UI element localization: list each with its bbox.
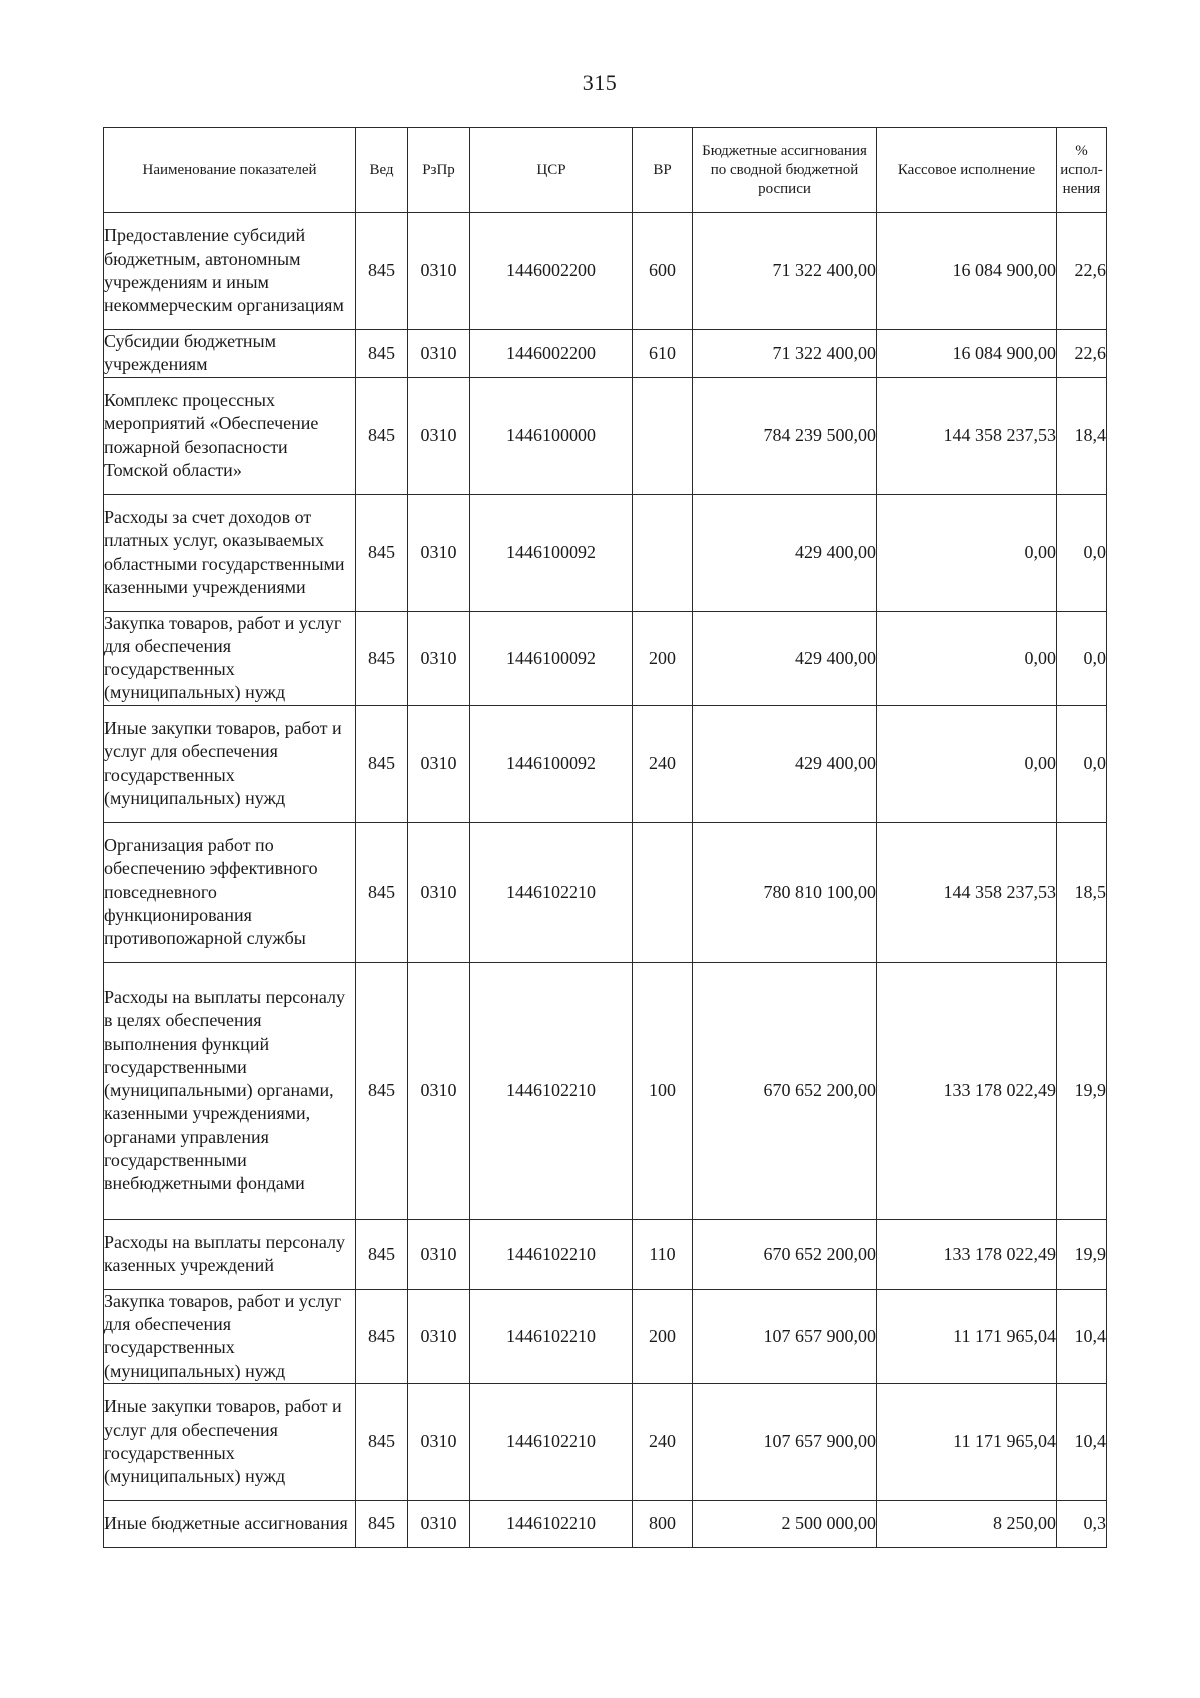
table-row xyxy=(104,377,1107,494)
table-row xyxy=(104,330,1107,378)
cell-csr: 1446102210 xyxy=(470,1500,633,1547)
cell-csr: 1446002200 xyxy=(470,330,633,378)
cell-vr: 200 xyxy=(633,611,693,705)
table-row xyxy=(104,705,1107,822)
table-row xyxy=(104,1289,1107,1383)
cell-name: Закупка товаров, работ и услуг для обеспечения государственных (муниципальных) нужд xyxy=(104,1289,356,1383)
cell-vr: 110 xyxy=(633,1219,693,1289)
cell-vr: 600 xyxy=(633,213,693,330)
cell-assignments: 2 500 000,00 xyxy=(693,1500,877,1547)
cell-rzpr: 0310 xyxy=(408,1500,470,1547)
header-execution: Кассовое исполнение xyxy=(877,128,1057,213)
cell-execution: 16 084 900,00 xyxy=(877,330,1057,378)
cell-rzpr: 0310 xyxy=(408,611,470,705)
cell-csr: 1446100092 xyxy=(470,705,633,822)
cell-ved: 845 xyxy=(356,611,408,705)
cell-vr xyxy=(633,377,693,494)
budget-table xyxy=(103,127,1107,1548)
cell-percent: 19,9 xyxy=(1057,962,1107,1219)
cell-vr: 610 xyxy=(633,330,693,378)
cell-vr: 800 xyxy=(633,1500,693,1547)
cell-csr: 1446002200 xyxy=(470,213,633,330)
cell-vr xyxy=(633,822,693,962)
cell-percent: 0,0 xyxy=(1057,611,1107,705)
cell-assignments: 107 657 900,00 xyxy=(693,1383,877,1500)
cell-rzpr: 0310 xyxy=(408,705,470,822)
cell-execution: 11 171 965,04 xyxy=(877,1383,1057,1500)
cell-execution: 16 084 900,00 xyxy=(877,213,1057,330)
cell-execution: 144 358 237,53 xyxy=(877,377,1057,494)
cell-assignments: 429 400,00 xyxy=(693,705,877,822)
cell-ved: 845 xyxy=(356,1219,408,1289)
cell-vr: 240 xyxy=(633,705,693,822)
table-row xyxy=(104,822,1107,962)
cell-rzpr: 0310 xyxy=(408,822,470,962)
cell-assignments: 780 810 100,00 xyxy=(693,822,877,962)
cell-csr: 1446102210 xyxy=(470,822,633,962)
cell-vr: 100 xyxy=(633,962,693,1219)
cell-csr: 1446102210 xyxy=(470,1289,633,1383)
table-row xyxy=(104,213,1107,330)
cell-rzpr: 0310 xyxy=(408,330,470,378)
cell-percent: 18,4 xyxy=(1057,377,1107,494)
cell-vr: 240 xyxy=(633,1383,693,1500)
cell-name: Иные бюджетные ассигнования xyxy=(104,1500,356,1547)
cell-rzpr: 0310 xyxy=(408,213,470,330)
cell-execution: 133 178 022,49 xyxy=(877,962,1057,1219)
cell-execution: 11 171 965,04 xyxy=(877,1289,1057,1383)
cell-rzpr: 0310 xyxy=(408,494,470,611)
cell-name: Расходы на выплаты персоналу казенных учреждений xyxy=(104,1219,356,1289)
cell-csr: 1446100092 xyxy=(470,611,633,705)
table-row xyxy=(104,962,1107,1219)
table-row xyxy=(104,611,1107,705)
cell-ved: 845 xyxy=(356,962,408,1219)
cell-ved: 845 xyxy=(356,1383,408,1500)
header-ved: Вед xyxy=(356,128,408,213)
table-body xyxy=(104,213,1107,1548)
header-name: Наименование показателей xyxy=(104,128,356,213)
cell-assignments: 670 652 200,00 xyxy=(693,1219,877,1289)
cell-assignments: 71 322 400,00 xyxy=(693,330,877,378)
cell-vr xyxy=(633,494,693,611)
cell-percent: 0,3 xyxy=(1057,1500,1107,1547)
cell-execution: 0,00 xyxy=(877,494,1057,611)
page-number: 315 xyxy=(582,70,618,95)
cell-csr: 1446102210 xyxy=(470,962,633,1219)
cell-name: Закупка товаров, работ и услуг для обеспечения государственных (муниципальных) нужд xyxy=(104,611,356,705)
cell-assignments: 71 322 400,00 xyxy=(693,213,877,330)
cell-ved: 845 xyxy=(356,822,408,962)
cell-name: Организация работ по обеспечению эффективного повседневного функционирования противопожарной службы xyxy=(104,822,356,962)
cell-ved: 845 xyxy=(356,330,408,378)
cell-assignments: 670 652 200,00 xyxy=(693,962,877,1219)
cell-rzpr: 0310 xyxy=(408,1289,470,1383)
cell-rzpr: 0310 xyxy=(408,1383,470,1500)
cell-execution: 144 358 237,53 xyxy=(877,822,1057,962)
cell-vr: 200 xyxy=(633,1289,693,1383)
cell-execution: 0,00 xyxy=(877,705,1057,822)
cell-percent: 0,0 xyxy=(1057,494,1107,611)
cell-assignments: 429 400,00 xyxy=(693,494,877,611)
cell-assignments: 784 239 500,00 xyxy=(693,377,877,494)
cell-ved: 845 xyxy=(356,705,408,822)
cell-name: Иные закупки товаров, работ и услуг для обеспечения государственных (муниципальных) нужд xyxy=(104,705,356,822)
header-vr: ВР xyxy=(633,128,693,213)
cell-csr: 1446100092 xyxy=(470,494,633,611)
cell-csr: 1446100000 xyxy=(470,377,633,494)
cell-name: Предоставление субсидий бюджетным, автономным учреждениям и иным некоммерческим организациям xyxy=(104,213,356,330)
cell-ved: 845 xyxy=(356,1500,408,1547)
cell-ved: 845 xyxy=(356,213,408,330)
cell-percent: 0,0 xyxy=(1057,705,1107,822)
header-assignments: Бюджетные ассигнования по сводной бюджетной росписи xyxy=(693,128,877,213)
cell-name: Иные закупки товаров, работ и услуг для обеспечения государственных (муниципальных) нужд xyxy=(104,1383,356,1500)
table-row xyxy=(104,494,1107,611)
cell-percent: 19,9 xyxy=(1057,1219,1107,1289)
table-row xyxy=(104,1383,1107,1500)
cell-csr: 1446102210 xyxy=(470,1219,633,1289)
table-header xyxy=(104,128,1107,213)
cell-percent: 18,5 xyxy=(1057,822,1107,962)
cell-csr: 1446102210 xyxy=(470,1383,633,1500)
cell-rzpr: 0310 xyxy=(408,377,470,494)
cell-name: Комплекс процессных мероприятий «Обеспечение пожарной безопасности Томской области» xyxy=(104,377,356,494)
cell-rzpr: 0310 xyxy=(408,1219,470,1289)
cell-assignments: 429 400,00 xyxy=(693,611,877,705)
table-row xyxy=(104,1219,1107,1289)
cell-execution: 8 250,00 xyxy=(877,1500,1057,1547)
cell-ved: 845 xyxy=(356,1289,408,1383)
cell-ved: 845 xyxy=(356,494,408,611)
cell-percent: 10,4 xyxy=(1057,1289,1107,1383)
cell-name: Субсидии бюджетным учреждениям xyxy=(104,330,356,378)
cell-rzpr: 0310 xyxy=(408,962,470,1219)
cell-ved: 845 xyxy=(356,377,408,494)
cell-percent: 22,6 xyxy=(1057,213,1107,330)
cell-execution: 133 178 022,49 xyxy=(877,1219,1057,1289)
header-csr: ЦСР xyxy=(470,128,633,213)
header-rzpr: РзПр xyxy=(408,128,470,213)
header-percent: % испол-нения xyxy=(1057,128,1107,213)
cell-name: Расходы на выплаты персоналу в целях обеспечения выполнения функций государственными (муниципальными) органами, казенными учреждениями, органами управления государственными внебюджетными фондами xyxy=(104,962,356,1219)
cell-percent: 22,6 xyxy=(1057,330,1107,378)
cell-percent: 10,4 xyxy=(1057,1383,1107,1500)
cell-execution: 0,00 xyxy=(877,611,1057,705)
table-row xyxy=(104,1500,1107,1547)
cell-assignments: 107 657 900,00 xyxy=(693,1289,877,1383)
cell-name: Расходы за счет доходов от платных услуг, оказываемых областными государственными казенными учреждениями xyxy=(104,494,356,611)
